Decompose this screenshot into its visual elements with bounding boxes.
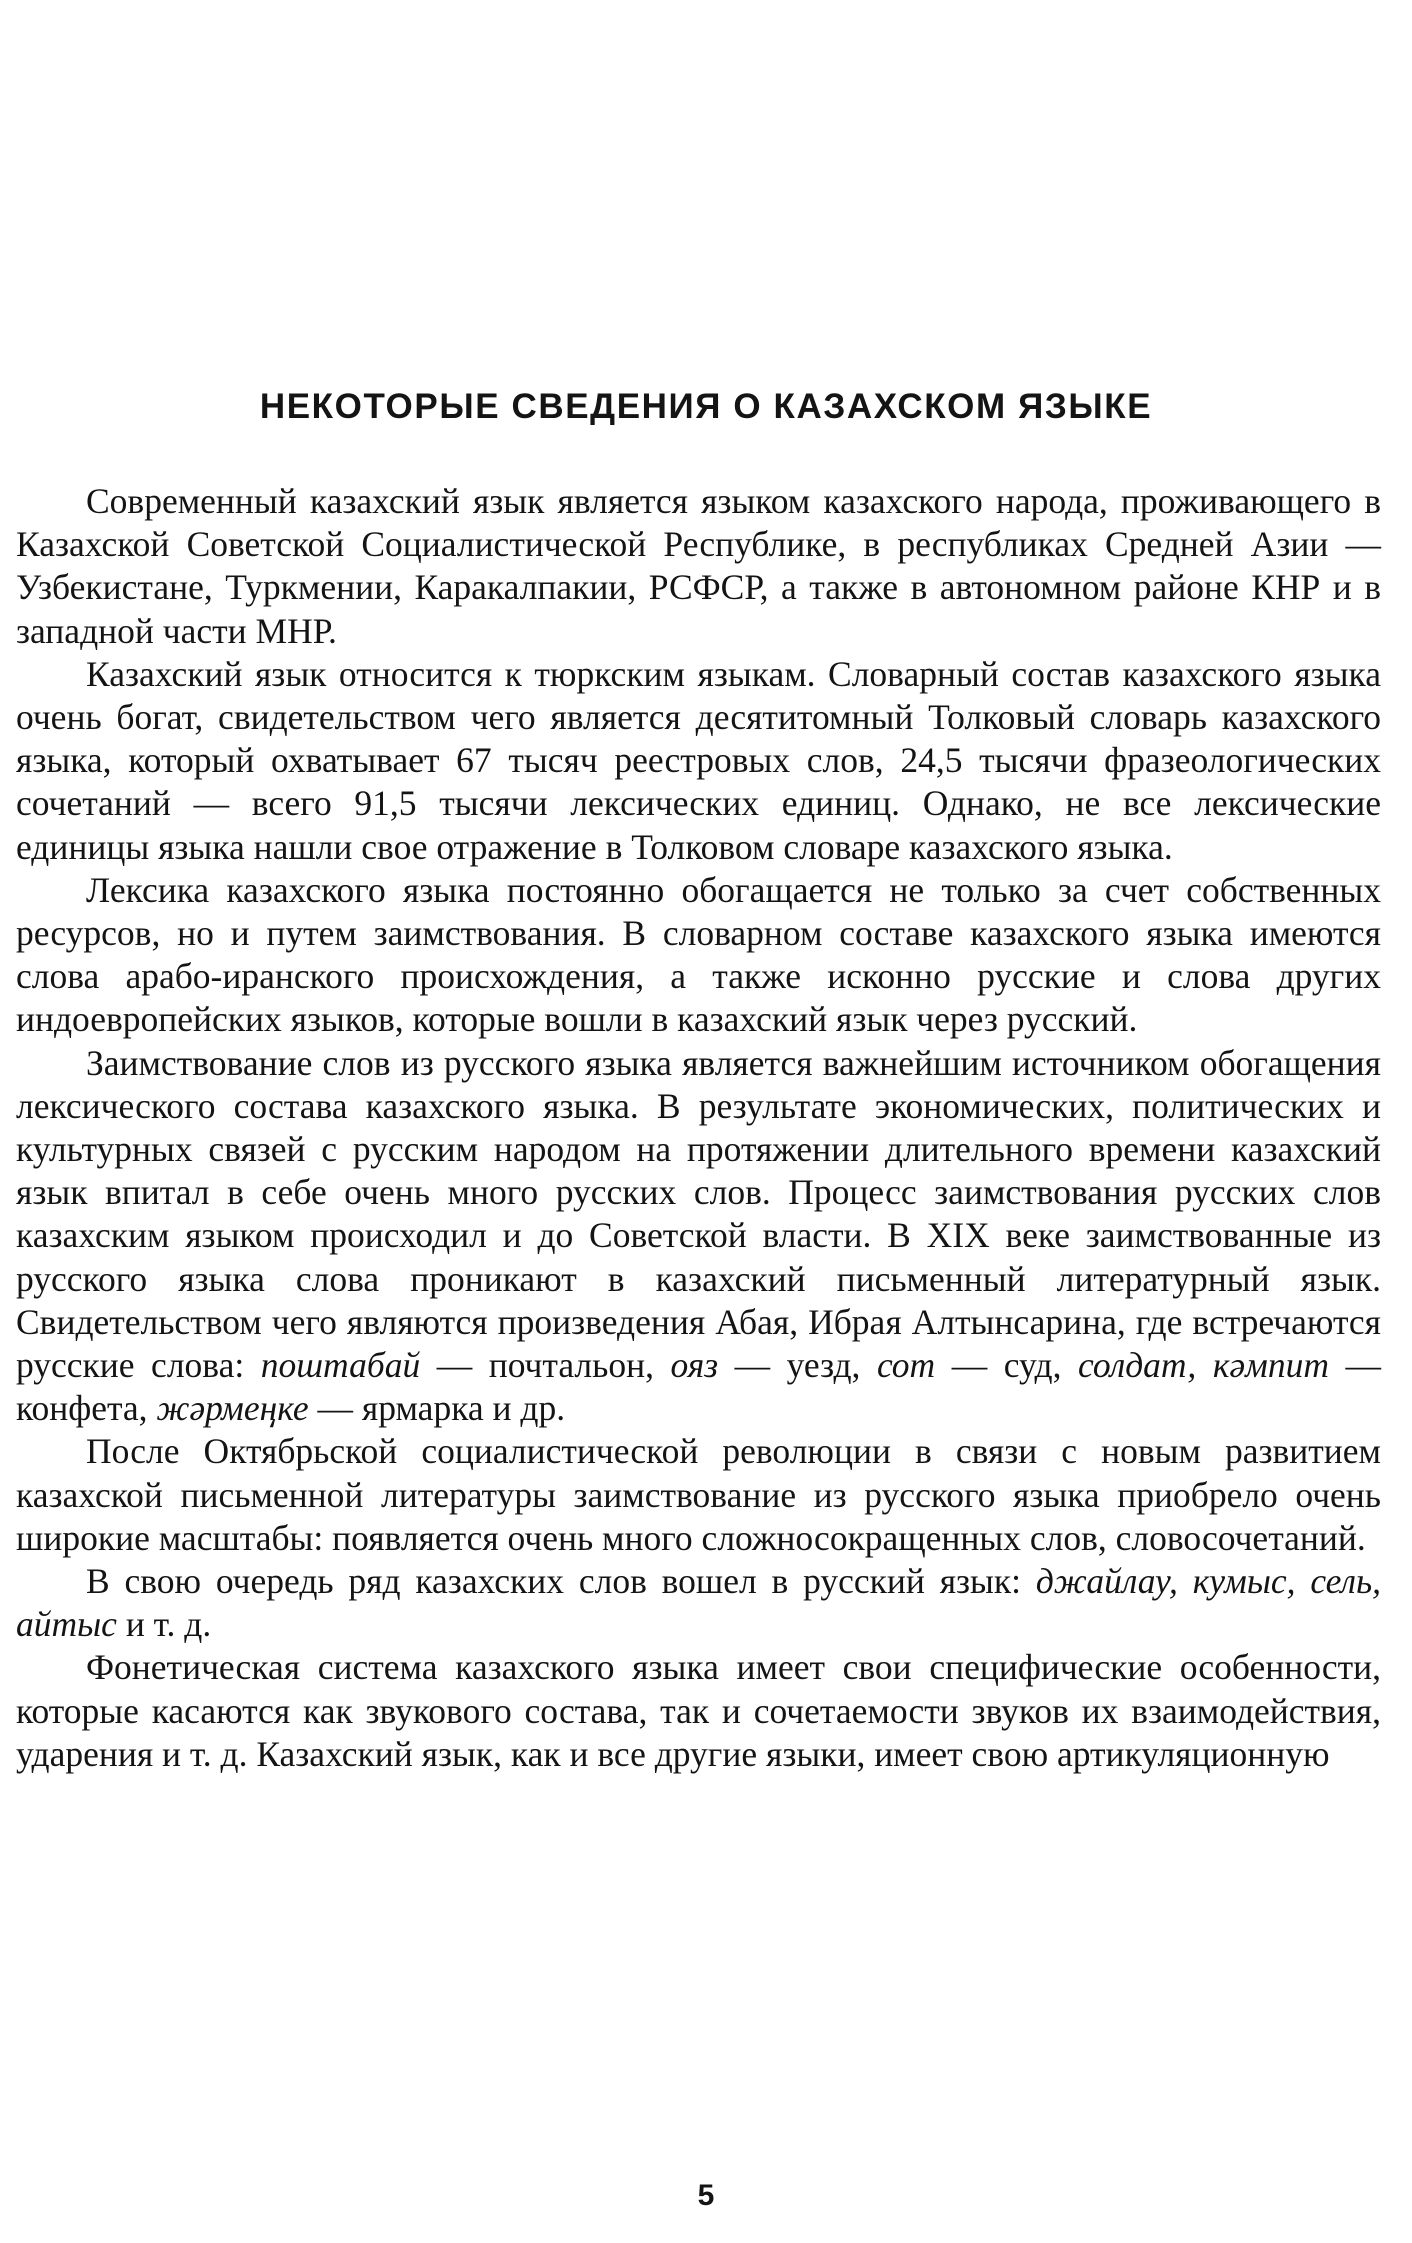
paragraph [16,653,1381,869]
text-run: — суд, [935,1345,1078,1386]
page-title: НЕКОТОРЫЕ СВЕДЕНИЯ О КАЗАХСКОМ ЯЗЫКЕ [259,387,1153,426]
italic-term: поштабай [260,1345,421,1386]
italic-term: джайлау, кумыс, сель, айтыс [16,1561,1381,1645]
text-run: В свою очередь ряд казахских слов вошел в русский язык: [86,1561,1036,1602]
paragraph [16,869,1381,1042]
paragraph [16,1560,1381,1646]
italic-term: ояз [670,1345,719,1386]
paragraph [16,1646,1381,1776]
text-run: Казахский язык относится к тюркским языкам. Словарный состав казахского языка очень богат, свидетельством чего является десятитомный Толковый словарь казахского языка, который охватывает 67 тысяч реестровых слов, 24,5 тысячи фразеологических сочетаний — всего 91,5 тысячи лексических единиц. Однако, не все лексические единицы языка нашли свое отражение в Толковом словаре казахского языка. [16,653,1381,867]
text-run: После Октябрьской социалистической революции в связи с новым развитием казахской письменной литературы заимствование из русского языка приобрело очень широкие масштабы: появляется очень много сложносокращенных слов, словосочетаний. [16,1431,1381,1558]
text-run: — конфета, [16,1345,1381,1429]
paragraph [16,1042,1381,1431]
italic-term: солдат, кәмпит [1077,1345,1329,1386]
paragraph [16,480,1381,653]
text-run: Лексика казахского языка постоянно обогащается не только за счет собственных ресурсов, но и путем заимствования. В словарном составе казахского языка имеются слова арабо-иранского происхождения, а также исконно русские и слова других индоевропейских языков, которые вошли в казахский язык через русский. [16,869,1381,1040]
text-run: Заимствование слов из русского языка является важнейшим источником обогащения лексического состава казахского языка. В результате экономических, политических и культурных связей с русским народом на протяжении длительного времени казахский язык впитал в себе очень много русских слов. Процесс заимствования русских слов казахским языком происходил и до Советской власти. В XIX веке заимствованные из русского языка слова проникают в казахский письменный литературный язык. Свидетельством чего являются произведения Абая, Ибрая Алтынсарина, где встречаются русские слова: [16,1042,1381,1386]
text-run: Современный казахский язык является языком казахского народа, проживающего в Казахской Советской Социалистической Республике, в республиках Средней Азии — Узбекистане, Туркмении, Каракалпакии, РСФСР, а также в автономном районе КНР и в западной части МНР. [16,481,1381,651]
text-run: — ярмарка и др. [308,1388,566,1429]
text-run: — почтальон, [420,1345,671,1386]
body-text [16,480,1381,1776]
paragraph [16,1430,1381,1560]
text-run: и т. д. [116,1604,212,1645]
text-run: — уезд, [718,1345,877,1386]
italic-term: сот [876,1345,936,1386]
page-number: 5 [697,2179,715,2212]
text-run: Фонетическая система казахского языка имеет свои специфические особенности, которые касаются как звукового состава, так и сочетаемости звуков их взаимодействия, ударения и т. д. Казахский язык, как и все другие языки, имеет свою артикуляционную [16,1647,1381,1774]
italic-term: жәрмеңке [156,1388,309,1429]
